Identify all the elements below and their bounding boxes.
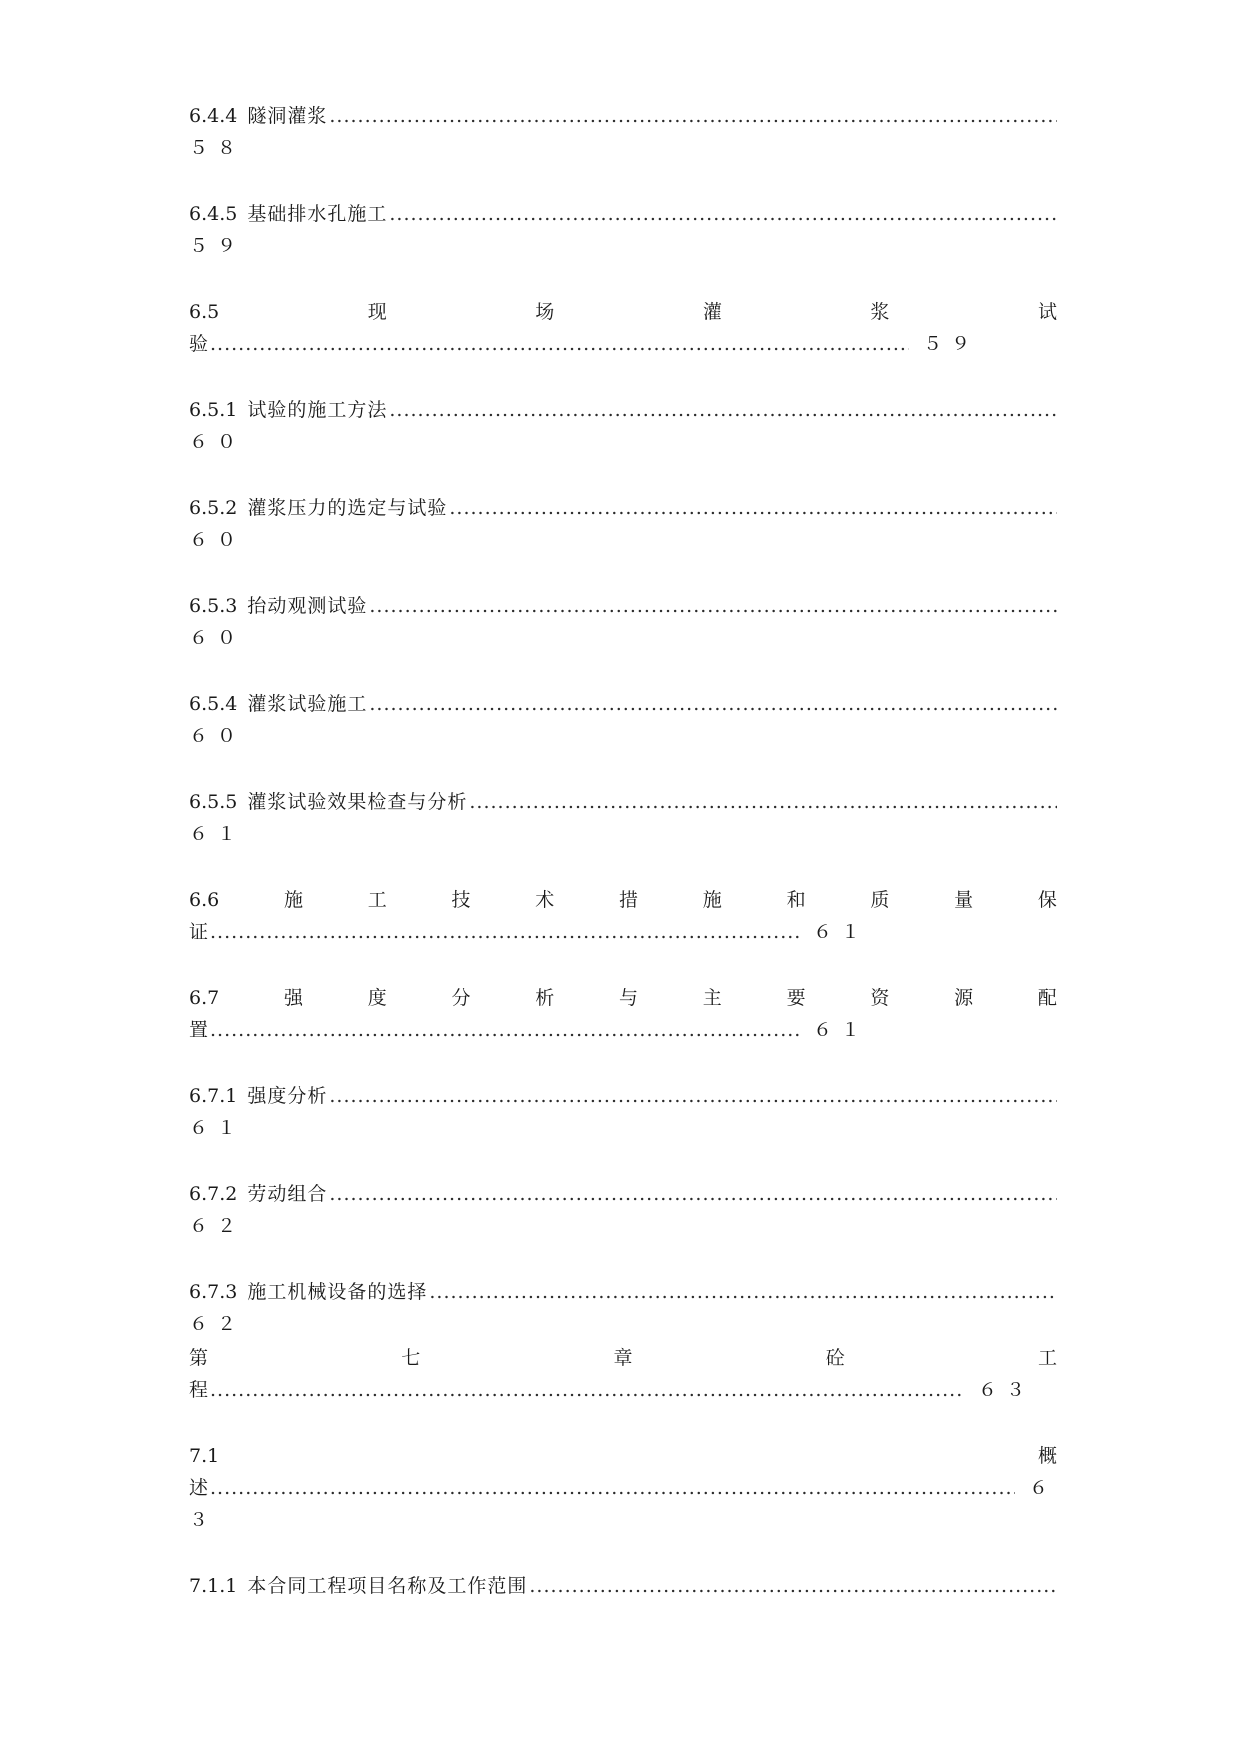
title-char: 术: [535, 889, 555, 911]
section-title: 抬动观测试验: [247, 595, 368, 617]
page-number: ６０: [189, 725, 246, 747]
dot-leader: [210, 1014, 799, 1046]
section-number: 6.7.3: [189, 1281, 238, 1303]
section-number: 6.5.1: [189, 399, 238, 421]
dot-leader: [389, 394, 1057, 426]
page-number: ６０: [189, 431, 246, 453]
toc-entry: [189, 1080, 1057, 1144]
page-number: ６０: [189, 529, 246, 551]
toc-entry: [189, 100, 1057, 164]
toc-entry: [189, 590, 1057, 654]
title-char: 度: [367, 987, 387, 1009]
section-title: 强度分析: [247, 1085, 328, 1107]
title-char: 强: [283, 987, 303, 1009]
title-char: 工: [367, 889, 387, 911]
title-char: 保: [1037, 889, 1057, 911]
title-char: 场: [535, 301, 555, 323]
title-char: 要: [786, 987, 806, 1009]
dot-leader: [369, 590, 1057, 622]
title-char: 量: [954, 889, 974, 911]
title-char: 概: [1037, 1445, 1057, 1467]
section-number: 6.5: [189, 301, 220, 323]
title-char: 七: [401, 1347, 421, 1369]
title-tail: 述: [189, 1477, 209, 1499]
section-number: 6.6: [189, 889, 220, 911]
title-char: 施: [283, 889, 303, 911]
section-title: 劳动组合: [247, 1183, 328, 1205]
toc-entry: [189, 198, 1057, 262]
title-char: 和: [786, 889, 806, 911]
page-number: ６１: [812, 921, 869, 943]
title-tail: 证: [189, 921, 209, 943]
section-number: 6.7: [189, 987, 220, 1009]
section-title: 基础排水孔施工: [247, 203, 388, 225]
table-of-contents: [189, 100, 1057, 1636]
dot-leader: [469, 786, 1057, 818]
title-char: 资: [870, 987, 890, 1009]
title-char: 主: [702, 987, 722, 1009]
title-tail: 验: [189, 333, 209, 355]
dot-leader: [529, 1570, 1057, 1602]
toc-entry: [189, 1276, 1057, 1340]
page-number: ５９: [922, 333, 979, 355]
section-number: 6.5.4: [189, 693, 238, 715]
page-number: ６２: [189, 1215, 246, 1237]
section-number: 6.5.2: [189, 497, 238, 519]
section-title: 灌浆压力的选定与试验: [247, 497, 448, 519]
toc-entry: [189, 884, 1057, 948]
title-char: 分: [451, 987, 471, 1009]
page-number: ６１: [189, 1117, 246, 1139]
title-char: 析: [535, 987, 555, 1009]
toc-entry: [189, 394, 1057, 458]
section-number: 6.4.5: [189, 203, 238, 225]
title-char: 与: [619, 987, 639, 1009]
title-char: 配: [1037, 987, 1057, 1009]
section-number: 6.4.4: [189, 105, 238, 127]
section-number: 6.5.5: [189, 791, 238, 813]
title-char: 浆: [870, 301, 890, 323]
page-number-part: ３: [189, 1509, 218, 1531]
page-number: ６０: [189, 627, 246, 649]
page-number: ６１: [812, 1019, 869, 1041]
page-number: ６３: [977, 1379, 1034, 1401]
toc-entry: [189, 786, 1057, 850]
page-number: ６２: [189, 1313, 246, 1335]
dot-leader: [329, 100, 1057, 132]
title-char: 章: [613, 1347, 633, 1369]
dot-leader: [449, 492, 1057, 524]
title-tail: 置: [189, 1019, 209, 1041]
title-char: 技: [451, 889, 471, 911]
title-char: 施: [702, 889, 722, 911]
dot-leader: [369, 688, 1057, 720]
dot-leader: [210, 1374, 964, 1406]
title-char: 试: [1037, 301, 1057, 323]
toc-entry: [189, 492, 1057, 556]
toc-entry-chapter: [189, 1342, 1057, 1406]
dot-leader: [329, 1178, 1057, 1210]
section-title: 施工机械设备的选择: [247, 1281, 428, 1303]
section-title: 隧洞灌浆: [247, 105, 328, 127]
toc-entry: [189, 296, 1057, 360]
page-number: ５８: [189, 137, 246, 159]
dot-leader: [210, 916, 799, 948]
page-number-part: ６: [1028, 1477, 1057, 1499]
section-title: 本合同工程项目名称及工作范围: [247, 1575, 528, 1597]
toc-entry: [189, 1440, 1057, 1536]
title-char: 灌: [702, 301, 722, 323]
toc-entry: [189, 1570, 1057, 1602]
dot-leader: [210, 1472, 1015, 1504]
section-number: 6.5.3: [189, 595, 238, 617]
title-char: 质: [870, 889, 890, 911]
section-number: 6.7.2: [189, 1183, 238, 1205]
toc-entry: [189, 688, 1057, 752]
title-tail: 程: [189, 1379, 209, 1401]
toc-entry: [189, 1178, 1057, 1242]
title-char: 源: [954, 987, 974, 1009]
section-number: 7.1: [189, 1445, 220, 1467]
toc-entry: [189, 982, 1057, 1046]
title-char: 现: [367, 301, 387, 323]
section-title: 试验的施工方法: [247, 399, 388, 421]
title-char: 第: [189, 1347, 209, 1369]
page-number: ５９: [189, 235, 246, 257]
dot-leader: [389, 198, 1057, 230]
dot-leader: [210, 328, 909, 360]
section-number: 6.7.1: [189, 1085, 238, 1107]
title-char: 措: [619, 889, 639, 911]
page-number: ６１: [189, 823, 246, 845]
title-char: 砼: [825, 1347, 845, 1369]
section-number: 7.1.1: [189, 1575, 238, 1597]
section-title: 灌浆试验效果检查与分析: [247, 791, 468, 813]
section-title: 灌浆试验施工: [247, 693, 368, 715]
title-char: 工: [1037, 1347, 1057, 1369]
dot-leader: [429, 1276, 1057, 1308]
dot-leader: [329, 1080, 1057, 1112]
